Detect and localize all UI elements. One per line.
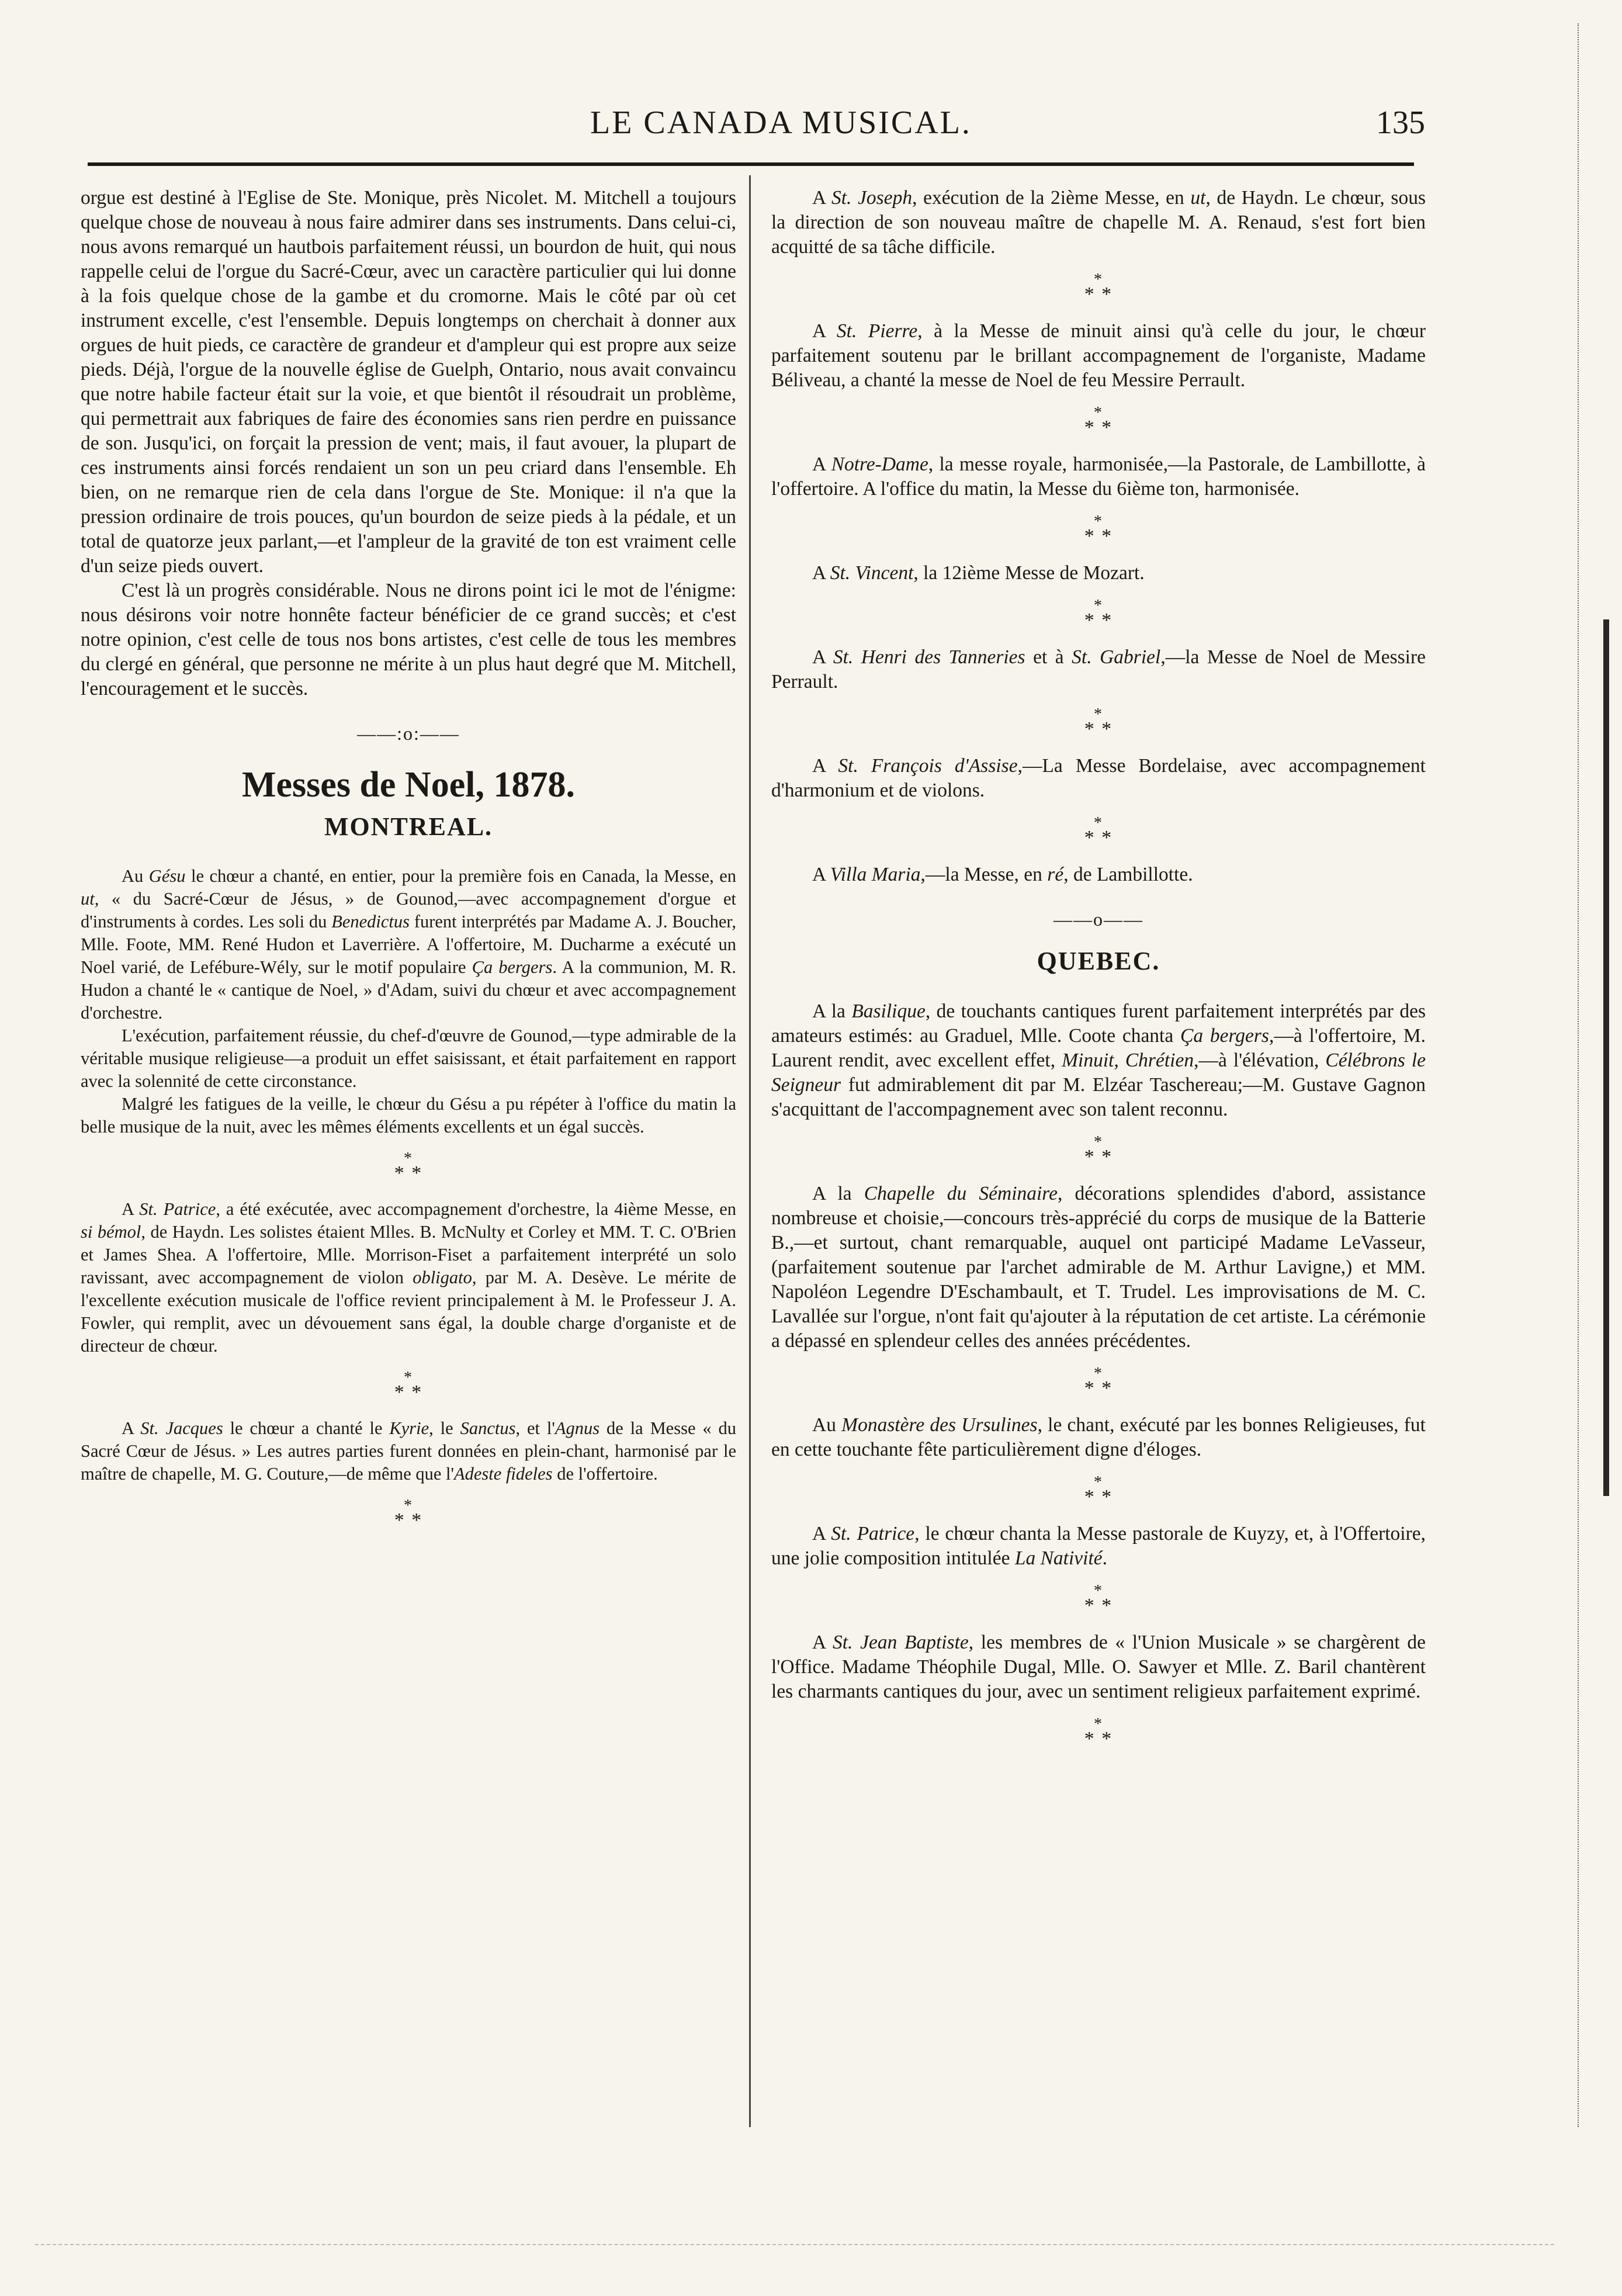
notre-dame-paragraph: A Notre-Dame, la messe royale, harmonisée,—la Pastorale, de Lambillotte, à l'offertoire. A l'office du matin, la Messe du 6ième ton, harmonisée. bbox=[771, 453, 1426, 500]
section-heading-montreal: MONTREAL. bbox=[324, 812, 493, 841]
gesu-paragraph: Au Gésu le chœur a chanté, en entier, pour la première fois en Canada, la Messe, en ut, « du Sacré-Cœur de Jésus, » de Gounod,—avec accompagnement d'orgue et d'instruments à cordes. Les soli du Benedictus furent interprétés par Madame A. J. Boucher, Mlle. Foote, MM. René Hudon et Laverrière. A l'offertoire, M. Ducharme a exécuté un Noel varié, de Lefébure-Wély, sur le motif populaire Ça bergers. A la communion, M. R. Hudon a chanté le « cantique de Noel, » d'Adam, suivi du chœur et avec accompagnement d'orchestre. bbox=[81, 866, 737, 1023]
st-joseph-paragraph: A St. Joseph, exécution de la 2ième Messe, en ut, de Haydn. Le chœur, sous la direction de son nouveau maître de chapelle M. A. Renaud, s'est fort bien acquitté de sa tâche difficile. bbox=[771, 187, 1426, 258]
asterism: * * * bbox=[394, 1149, 423, 1184]
st-henri-paragraph: A St. Henri des Tanneries et à St. Gabriel,—la Messe de Noel de Messire Perrault. bbox=[771, 646, 1426, 692]
asterism: * * * bbox=[1084, 705, 1113, 740]
asterism: * * * bbox=[1084, 1133, 1113, 1168]
asterism: * * * bbox=[1084, 1715, 1113, 1750]
asterism: * * * bbox=[1084, 1365, 1113, 1399]
asterism: * * * bbox=[394, 1369, 423, 1403]
section-heading-quebec: QUEBEC. bbox=[1037, 947, 1160, 975]
page-number: 135 bbox=[1376, 105, 1425, 141]
asterism: * * * bbox=[394, 1497, 423, 1531]
section-divider: ——o—— bbox=[1053, 909, 1143, 930]
st-pierre-paragraph: A St. Pierre, à la Messe de minuit ainsi qu'à celle du jour, le chœur parfaitement soutenu par le brillant accompagnement de l'organiste, Madame Béliveau, a chanté la messe de Noel de feu Messire Perrault. bbox=[771, 320, 1426, 391]
asterism: * * * bbox=[1084, 404, 1113, 438]
chapelle-seminaire-paragraph: A la Chapelle du Séminaire, décorations splendides d'abord, assistance nombreuse et choisie,—concours très-apprécié du corps de musique de la Batterie B.,—et surtout, chant remarquable, auquel ont participé Madame LeVasseur, (parfaitement soutenue par l'archet admirable de M. Arthur Lavigne,) et MM. Napoléon Legendre D'Eschambault, et T. Trudel. Les improvisations de M. C. Lavallée sur l'orgue, n'ont fait qu'ajouter à la réputation de cet artiste. La cérémonie a dépassé en splendeur celles des années précédentes. bbox=[771, 1183, 1426, 1352]
asterism: * * * bbox=[1084, 271, 1113, 305]
left-column bbox=[81, 186, 736, 1545]
st-vincent-paragraph: A St. Vincent, la 12ième Messe de Mozart. bbox=[812, 562, 1145, 584]
gesu-execution-paragraph: L'exécution, parfaitement réussie, du chef-d'œuvre de Gounod,—type admirable de la véritable musique religieuse—a produit un effet saisissant, et était parfaitement en rapport avec la solennité de cette circonstance. bbox=[81, 1026, 736, 1091]
header-rule bbox=[88, 162, 1414, 166]
scan-edge-bar bbox=[1603, 619, 1609, 1496]
st-jacques-paragraph: A St. Jacques le chœur a chanté le Kyrie, le Sanctus, et l'Agnus de la Messe « du Sacré Cœur de Jésus. » Les autres parties furent données en plein-chant, harmonisé par le maître de chapelle, M. G. Couture,—de même que l'Adeste fideles de l'offertoire. bbox=[81, 1418, 737, 1484]
article-title: Messes de Noel, 1878. bbox=[242, 765, 575, 805]
organ-article-paragraph: orgue est destiné à l'Eglise de Ste. Monique, près Nicolet. M. Mitchell a toujours quelque chose de nouveau à nous faire admirer dans ses instruments. Dans celui-ci, nous avons remarqué un hautbois parfaitement réussi, un bourdon de huit, qui nous rappelle celui de l'orgue du Sacré-Cœur, avec un caractère particulier qui lui donne à la fois quelque chose de la gambe et du cromorne. Mais le côté par où cet instrument excelle, c'est l'ensemble. Depuis longtemps on cherchait à donner aux orgues de huit pieds, ce caractère de grandeur et d'ampleur qui est propre aux seize pieds. Déjà, l'orgue de la nouvelle église de Guelph, Ontario, nous avait convaincu que notre habile facteur était sur la voie, et que bientôt il résoudrait un problème, qui permettrait aux fabriques de faire des économies sans rien perdre en puissance de son. Jusqu'ici, on forçait la pression de vent; mais, il faut avouer, la plupart de ces instruments ainsi forcés rendaient un son un peu criard dans l'ensemble. Eh bien, on ne remarque rien de cela dans l'orgue de Ste. Monique: il n'a que la pression ordinaire de trois pouces, qu'un bourdon de seize pieds à la pédale, et un total de quatorze jeux parlant,—et l'ampleur de la gravité de ton est vraiment celle d'un seize pieds ouvert. bbox=[81, 187, 736, 577]
st-francois-paragraph: A St. François d'Assise,—La Messe Bordelaise, avec accompagnement d'harmonium et de violons. bbox=[771, 755, 1426, 801]
asterism: * * * bbox=[1084, 597, 1113, 631]
asterism: * * * bbox=[1084, 1473, 1113, 1508]
asterism: * * * bbox=[1084, 1582, 1113, 1616]
running-title: LE CANADA MUSICAL. bbox=[590, 105, 972, 141]
section-divider: ——:o:—— bbox=[357, 723, 460, 744]
scan-edge bbox=[1578, 23, 1594, 2127]
ursulines-paragraph: Au Monastère des Ursulines, le chant, exécuté par les bonnes Religieuses, fut en cette touchante fête particulièrement digne d'éloges. bbox=[771, 1414, 1426, 1460]
basilique-paragraph: A la Basilique, de touchants cantiques furent parfaitement interprétés par des amateurs estimés: au Graduel, Mlle. Coote chanta Ça bergers,—à l'offertoire, M. Laurent rendit, avec excellent effet, Minuit, Chrétien,—à l'élévation, Célébrons le Seigneur fut admirablement dit par M. Elzéar Taschereau;—M. Gustave Gagnon s'acquittant de l'accompagnement avec son talent reconnu. bbox=[771, 1000, 1426, 1120]
asterism: * * * bbox=[1084, 814, 1113, 849]
st-jean-baptiste-paragraph: A St. Jean Baptiste, les membres de « l'Union Musicale » se chargèrent de l'Office. Madame Théophile Dugal, Mlle. O. Sawyer et Mlle. Z. Baril chantèrent les charmants cantiques du jour, avec un sentiment religieux parfaitement exprimé. bbox=[771, 1632, 1426, 1702]
villa-maria-paragraph: A Villa Maria,—la Messe, en ré, de Lambillotte. bbox=[812, 864, 1193, 885]
scan-footer-noise bbox=[35, 2244, 1554, 2269]
organ-article-conclusion: C'est là un progrès considérable. Nous ne dirons point ici le mot de l'énigme: nous désirons voir notre honnête facteur bénéficier de ce grand succès; et c'est notre opinion, c'est celle de tous nos bons artistes, c'est celle de tous les membres du clergé en général, que personne ne mérite à un plus haut degré que M. Mitchell, l'encouragement et le succès. bbox=[81, 580, 736, 699]
gesu-morning-paragraph: Malgré les fatigues de la veille, le chœur du Gésu a pu répéter à l'office du matin la belle musique de la nuit, avec les mêmes éléments excellents et un égal succès. bbox=[81, 1094, 736, 1137]
st-patrice-quebec-paragraph: A St. Patrice, le chœur chanta la Messe pastorale de Kuyzy, et, à l'Offertoire, une jolie composition intitulée La Nativité. bbox=[771, 1523, 1426, 1569]
st-patrice-montreal-paragraph: A St. Patrice, a été exécutée, avec accompagnement d'orchestre, la 4ième Messe, en si bémol, de Haydn. Les solistes étaient Mlles. B. McNulty et Corley et MM. T. C. O'Brien et James Shea. A l'offertoire, Mlle. Morrison-Fiset a parfaitement interprété un solo ravissant, avec accompagnement de violon obligato, par M. A. Desève. Le mérite de l'excellente exécution musicale de l'office revient principalement à M. le Professeur J. A. Fowler, qui remplit, avec un dévouement sans égal, la double charge d'organiste et de directeur de chœur. bbox=[81, 1199, 736, 1356]
column-rule bbox=[749, 175, 751, 2127]
asterism: * * * bbox=[1084, 512, 1113, 547]
right-column bbox=[771, 186, 1426, 1764]
